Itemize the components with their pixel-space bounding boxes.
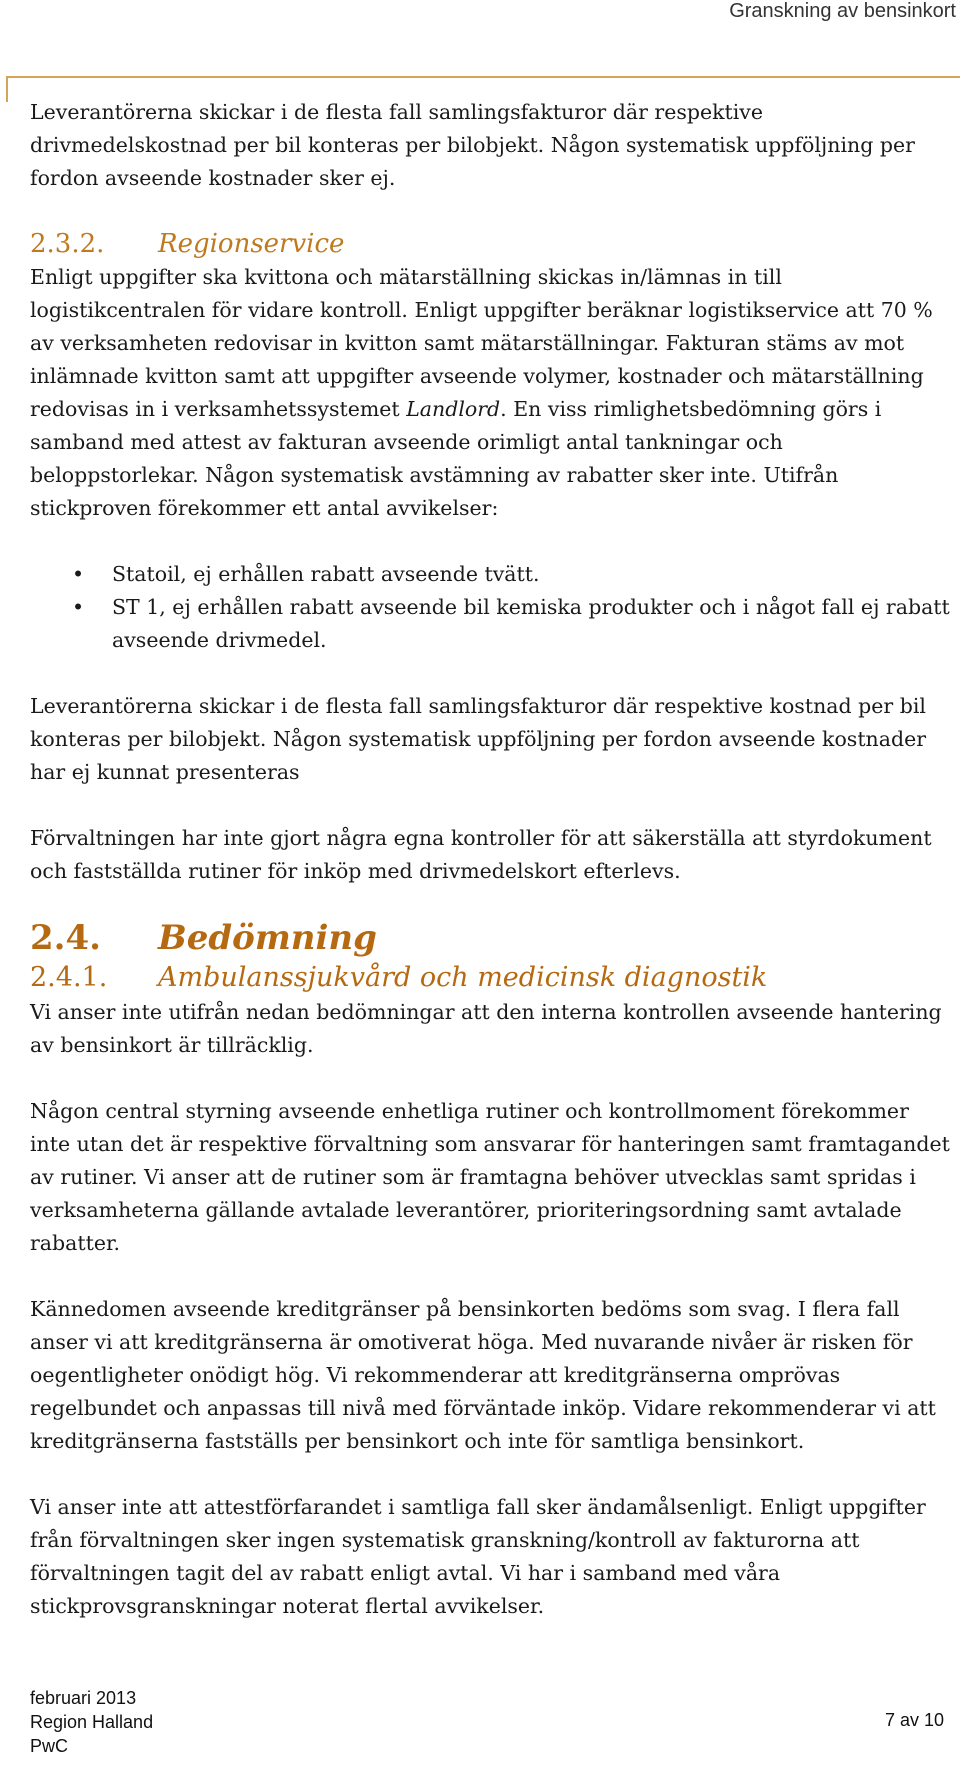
paragraph-6: Någon central styrning avseende enhetliga rutiner och kontrollmoment förekommer inte utan det är respektive förvaltning som ansvarar för hanteringen samt framtagandet av rutiner. Vi anser att de rutiner som är framtagna behöver utvecklas samt spridas i verksamheterna gällande avtalade leverantörer, prioriteringsordning samt avtalade rabatter.: [30, 1099, 950, 1255]
page-number: 7 av 10: [884, 1710, 944, 1730]
footer-org: Region Halland: [30, 1712, 154, 1732]
paragraph-2-part-a: Enligt uppgifter ska kvittona och mätarställning skickas in/lämnas in till logistikcentralen för vidare kontroll. Enligt uppgifter beräknar logistikservice att 70 % av verksamheten redovisar in kvitton samt mätarställningar. Fakturan stäms av mot inlämnade kvitton samt att uppgifter avseende volymer, kostnader och mätarställning redovisas in i verksamhetssystemet: [30, 265, 933, 421]
paragraph-2-italic: Landlord: [406, 397, 501, 421]
list-item: • ST 1, ej erhållen rabatt avseende bil kemiska produkter och i något fall ej rabatt avseende drivmedel.: [30, 591, 950, 657]
list-item: • Statoil, ej erhållen rabatt avseende tvätt.: [30, 558, 950, 591]
heading-2-3-2: [30, 228, 950, 261]
footer: [30, 1686, 950, 1758]
paragraph-2-part-b: . En viss rimlighetsbedömning görs i samband med attest av fakturan avseende orimligt antal tankningar och beloppstorlekar. Någon systematisk avstämning av rabatter sker inte. Utifrån stickproven förekommer ett antal avvikelser:: [30, 397, 882, 520]
header-title: Granskning av bensinkort: [729, 0, 956, 22]
paragraph-2: [30, 261, 950, 525]
header-rule-corner: [6, 76, 8, 102]
heading-2-4-1: [30, 960, 950, 996]
heading-number: 2.4.: [30, 918, 101, 958]
heading-title: Bedömning: [158, 918, 377, 958]
paragraph-7: Kännedomen avseende kreditgränser på bensinkorten bedöms som svag. I flera fall anser vi att kreditgränserna är omotiverat höga. Med nuvarande nivåer är risken för oegentligheter onödigt hög. Vi rekommenderar att kreditgränserna omprövas regelbundet och anpassas till nivå med förväntade inköp. Vidare rekommenderar vi att kreditgränserna fastställs per bensinkort och inte för samtliga bensinkort.: [30, 1297, 936, 1453]
paragraph-5: Vi anser inte utifrån nedan bedömningar att den interna kontrollen avseende hantering av bensinkort är tillräcklig.: [30, 1000, 942, 1057]
document-body: [30, 96, 950, 1656]
header-rule: [6, 76, 960, 78]
paragraph-4: Förvaltningen har inte gjort några egna kontroller för att säkerställa att styrdokument och fastställda rutiner för inköp med drivmedelskort efterlevs.: [30, 826, 932, 883]
heading-title: Regionservice: [158, 229, 345, 259]
heading-title: Ambulanssjukvård och medicinsk diagnostik: [158, 962, 768, 993]
heading-number: 2.4.1.: [30, 962, 108, 993]
footer-company: PwC: [30, 1736, 69, 1756]
deviation-list: [30, 558, 950, 657]
paragraph-3: Leverantörerna skickar i de flesta fall samlingsfakturor där respektive kostnad per bil konteras per bilobjekt. Någon systematisk uppföljning per fordon avseende kostnader har ej kunnat presenteras: [30, 694, 927, 784]
paragraph-1: Leverantörerna skickar i de flesta fall samlingsfakturor där respektive drivmedelskostnad per bil konteras per bilobjekt. Någon systematisk uppföljning per fordon avseende kostnader sker ej.: [30, 100, 915, 190]
heading-number: 2.3.2.: [30, 229, 105, 259]
heading-2-4: [30, 916, 950, 960]
footer-date: februari 2013: [30, 1688, 137, 1708]
paragraph-8: Vi anser inte att attestförfarandet i samtliga fall sker ändamålsenligt. Enligt uppgifter från förvaltningen sker ingen systematisk granskning/kontroll av fakturorna att förvaltningen tagit del av rabatt enligt avtal. Vi har i samband med våra stickprovsgranskningar noterat flertal avvikelser.: [30, 1495, 926, 1618]
